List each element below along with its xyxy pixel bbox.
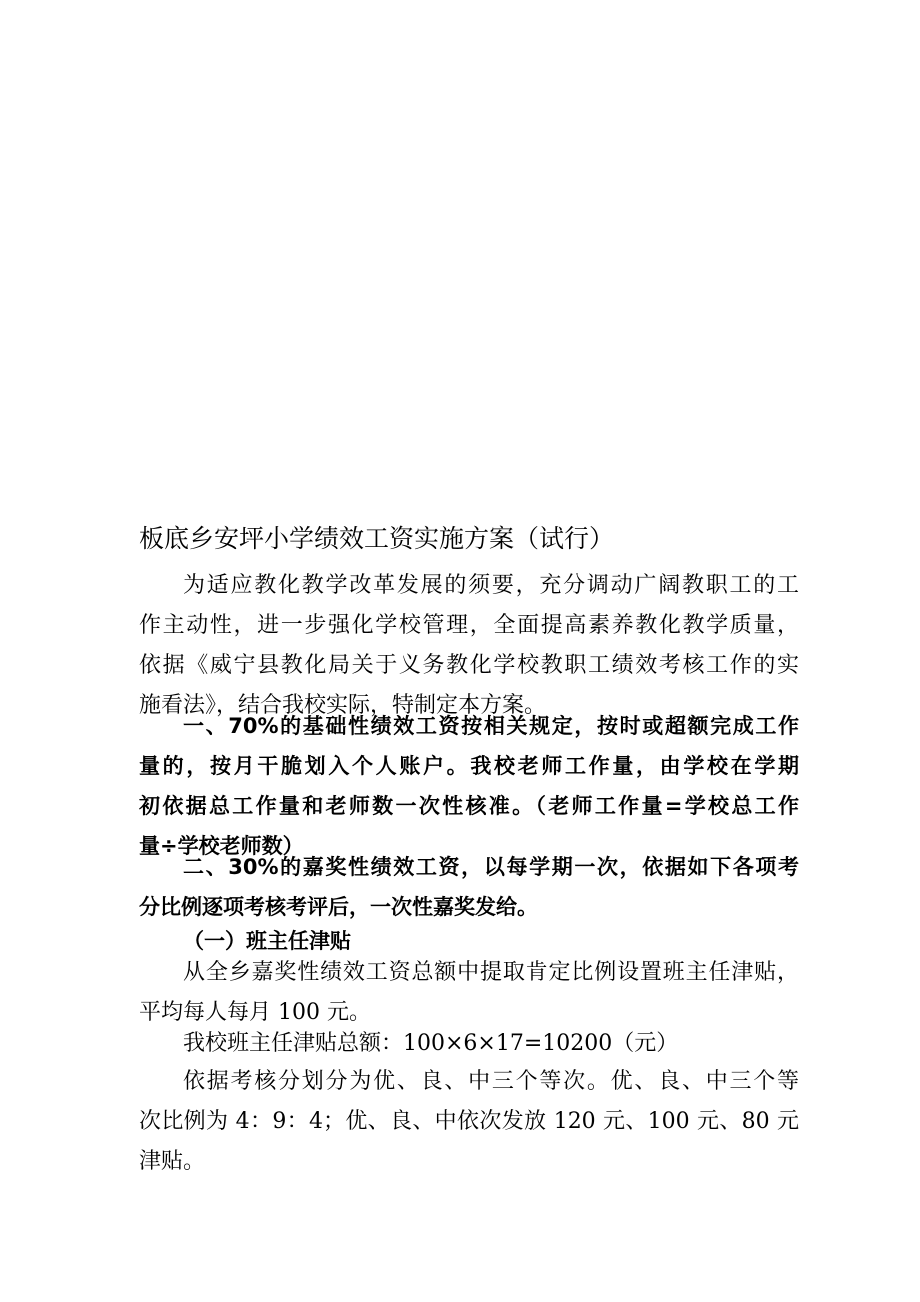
text-line: 二、30%的嘉奖性绩效工资，以每学期一次，依据如下各项考 (183, 855, 799, 879)
text-line: 量÷学校老师数） (139, 834, 304, 858)
section-2-paragraph (139, 847, 799, 927)
text-line: 依据《威宁县教化局关于义务教化学校教职工绩效考核工作的实 (139, 653, 799, 678)
text-line: 次比例为 4：9：4；优、良、中依次发放 120 元、100 元、80 元 (139, 1109, 799, 1134)
subsection-1-paragraph-2 (139, 1024, 799, 1064)
text-line: 依据考核分划分为优、良、中三个等次。优、良、中三个等 (183, 1069, 799, 1094)
text-line: 作主动性，进一步强化学校管理，全面提高素养教化教学质量， (139, 613, 799, 638)
heading-text: （一）班主任津贴 (183, 929, 351, 953)
document-title: 板底乡安坪小学绩效工资实施方案（试行） (139, 524, 615, 553)
text-line: 初依据总工作量和老师数一次性核准。（老师工作量=学校总工作 (139, 794, 799, 818)
text-line: 我校班主任津贴总额：100×6×17=10200（元） (183, 1031, 679, 1056)
subsection-1-paragraph-1 (139, 953, 799, 1033)
text-line: 从全乡嘉奖性绩效工资总额中提取肯定比例设置班主任津贴， (183, 960, 799, 985)
text-line: 为适应教化教学改革发展的须要，充分调动广阔教职工的工 (183, 573, 799, 598)
text-line: 量的，按月干脆划入个人账户。我校老师工作量，由学校在学期 (139, 754, 799, 778)
text-line: 津贴。 (139, 1149, 206, 1174)
subsection-1-paragraph-3 (139, 1062, 799, 1182)
text-line: 平均每人每月 100 元。 (139, 1000, 371, 1025)
intro-paragraph (139, 566, 799, 726)
text-line: 一、70%的基础性绩效工资按相关规定，按时或超额完成工作 (183, 714, 799, 738)
text-line: 施看法》，结合我校实际，特制定本方案。 (139, 693, 547, 718)
section-1-paragraph (139, 706, 799, 866)
text-line: 分比例逐项考核考评后，一次性嘉奖发给。 (139, 895, 538, 919)
